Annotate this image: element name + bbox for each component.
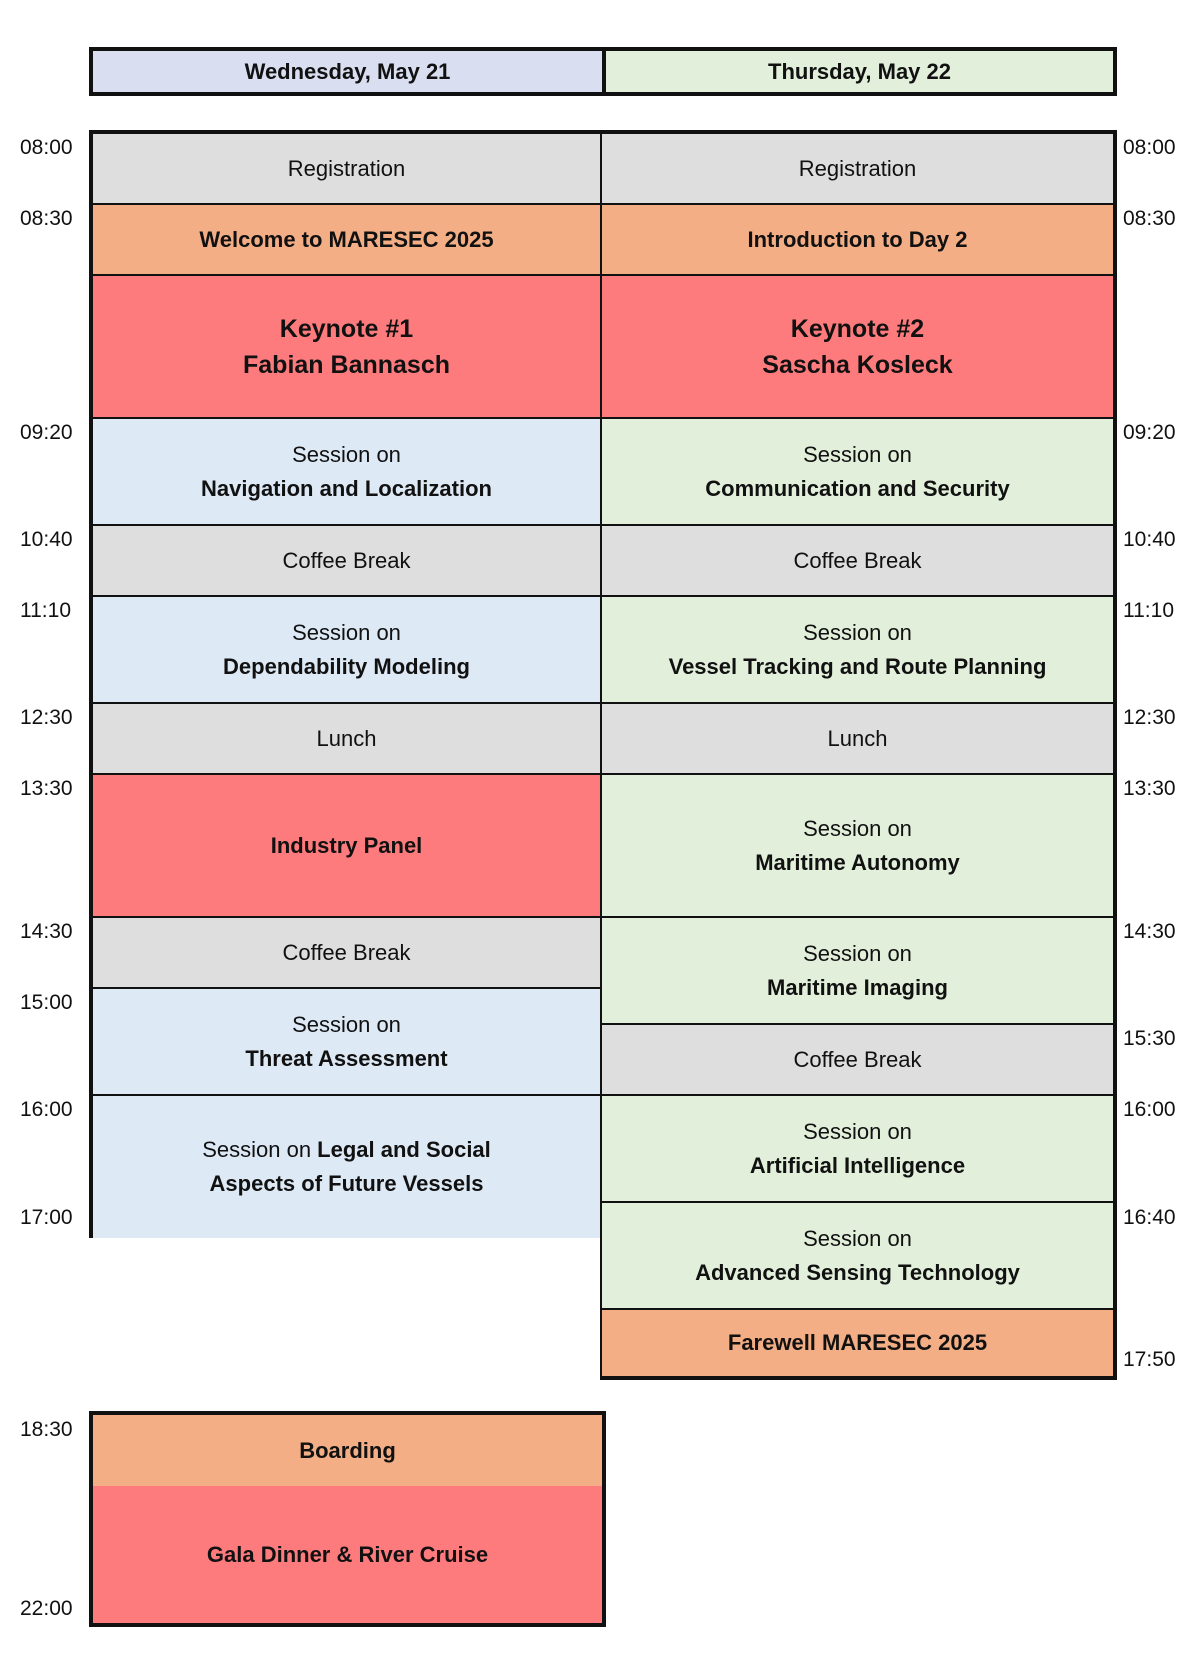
time-right: 16:40 (1123, 1206, 1176, 1229)
thu-coffee-break-2: Coffee Break (602, 1025, 1113, 1096)
time-left: 09:20 (20, 421, 73, 444)
time-right: 14:30 (1123, 920, 1176, 943)
wed-coffee-break-2: Coffee Break (93, 918, 600, 989)
time-left: 22:00 (20, 1597, 73, 1620)
time-left: 15:00 (20, 991, 73, 1014)
time-left: 17:00 (20, 1206, 73, 1229)
thu-coffee-break-1: Coffee Break (602, 526, 1113, 597)
thu-farewell: Farewell MARESEC 2025 (602, 1310, 1113, 1376)
wed-session-navigation: Session on Navigation and Localization (93, 419, 600, 526)
time-right: 10:40 (1123, 528, 1176, 551)
time-left: 10:40 (20, 528, 73, 551)
wed-coffee-break-1: Coffee Break (93, 526, 600, 597)
eve-gala-dinner: Gala Dinner & River Cruise (93, 1486, 602, 1623)
thu-session-sensing: Session on Advanced Sensing Technology (602, 1203, 1113, 1310)
thu-session-autonomy: Session on Maritime Autonomy (602, 775, 1113, 918)
thu-session-ai: Session on Artificial Intelligence (602, 1096, 1113, 1203)
evening-schedule (89, 1411, 606, 1627)
wed-keynote: Keynote #1 Fabian Bannasch (93, 276, 600, 419)
time-right: 15:30 (1123, 1027, 1176, 1050)
wed-session-dependability: Session on Dependability Modeling (93, 597, 600, 704)
time-left: 16:00 (20, 1098, 73, 1121)
time-left: 11:10 (20, 599, 71, 622)
time-left: 14:30 (20, 920, 73, 943)
wed-session-threat: Session on Threat Assessment (93, 989, 600, 1096)
thu-registration: Registration (602, 134, 1113, 205)
thu-introduction: Introduction to Day 2 (602, 205, 1113, 276)
thu-lunch: Lunch (602, 704, 1113, 775)
time-left: 13:30 (20, 777, 73, 800)
time-left: 08:00 (20, 136, 73, 159)
thursday-schedule (600, 130, 1117, 1380)
time-right: 17:50 (1123, 1348, 1176, 1371)
time-right: 09:20 (1123, 421, 1176, 444)
wednesday-schedule (89, 130, 602, 1238)
thu-session-vessel-tracking: Session on Vessel Tracking and Route Planning (602, 597, 1113, 704)
time-left: 08:30 (20, 207, 73, 230)
wed-session-legal: Session on Legal and Social Aspects of Future Vessels (93, 1096, 600, 1238)
time-right: 11:10 (1123, 599, 1174, 622)
time-right: 08:30 (1123, 207, 1176, 230)
wed-welcome: Welcome to MARESEC 2025 (93, 205, 600, 276)
day-header-wednesday: Wednesday, May 21 (89, 47, 606, 96)
day-header-thursday: Thursday, May 22 (602, 47, 1117, 96)
eve-boarding: Boarding (93, 1415, 602, 1486)
wed-industry-panel: Industry Panel (93, 775, 600, 918)
time-right: 12:30 (1123, 706, 1176, 729)
thu-session-imaging: Session on Maritime Imaging (602, 918, 1113, 1025)
wed-lunch: Lunch (93, 704, 600, 775)
time-left: 18:30 (20, 1418, 73, 1441)
time-right: 08:00 (1123, 136, 1176, 159)
thu-session-communication: Session on Communication and Security (602, 419, 1113, 526)
time-right: 16:00 (1123, 1098, 1176, 1121)
wed-registration: Registration (93, 134, 600, 205)
time-right: 13:30 (1123, 777, 1176, 800)
time-left: 12:30 (20, 706, 73, 729)
thu-keynote: Keynote #2 Sascha Kosleck (602, 276, 1113, 419)
